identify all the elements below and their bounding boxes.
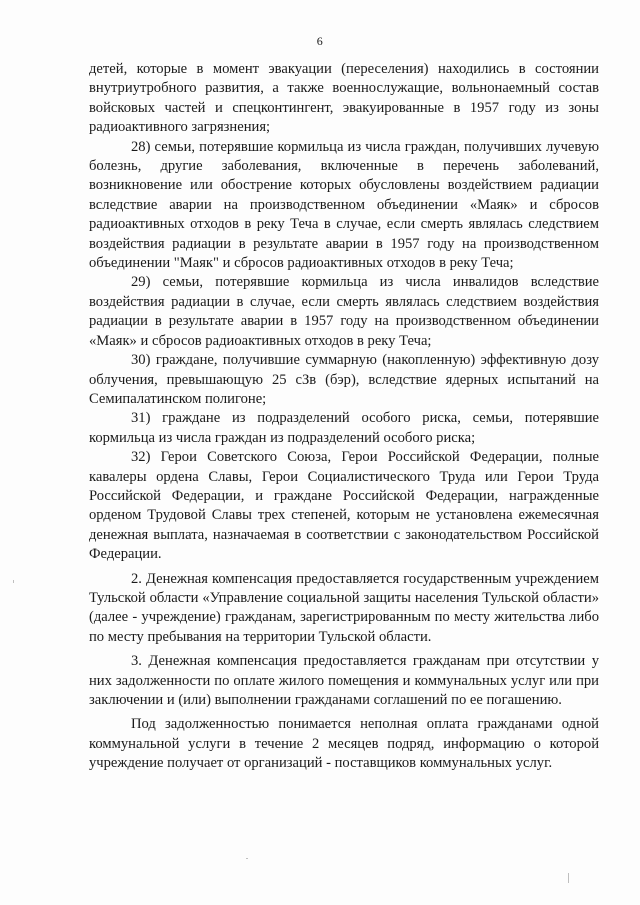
scan-artifact-left (13, 580, 14, 583)
page-number: 6 (316, 34, 324, 48)
scan-artifact-bottom (246, 858, 248, 859)
paragraph-item-28: 28) семьи, потерявшие кормильца из числа граждан, получивших лучевую болезнь, другие заболевания, включенные в перечень заболеваний, возникновение или обострение которых обусловлены воздействием радиации вследствие аварии на производственном объединении «Маяк» и сбросов радиоактивных отходов в реку Теча в случае, если смерть являлась следствием воздействия радиации в результате аварии в 1957 году на производственном объединении "Маяк" и сбросов радиоактивных отходов в реку Теча; (89, 138, 599, 272)
document-body (89, 60, 599, 774)
paragraph-continuation: детей, которые в момент эвакуации (переселения) находились в состоянии внутриутробного развития, а также военнослужащие, вольнонаемный состав войсковых частей и спецконтингент, эвакуированные в 1957 году из зоны радиоактивного загрязнения; (89, 61, 599, 136)
paragraph-item-31: 31) граждане из подразделений особого риска, семьи, потерявшие кормильца из числа граждан из подразделений особого риска; (89, 410, 599, 446)
paragraph-debt-definition: Под задолженностью понимается неполная оплата гражданами одной коммунальной услуги в течение 2 месяцев подряд, информацию о которой учреждение получает от организаций - поставщиков коммунальных услуг. (89, 716, 599, 772)
scan-artifact-right (568, 873, 569, 883)
paragraph-item-29: 29) семьи, потерявшие кормильца из числа инвалидов вследствие воздействия радиации в случае, если смерть являлась следствием воздействия радиации в результате аварии в 1957 году на производственном объединении «Маяк» и сбросов радиоактивных отходов в реку Теча; (89, 274, 599, 349)
paragraph-item-32: 32) Герои Советского Союза, Герои Российской Федерации, полные кавалеры ордена Славы, Герои Социалистического Труда или Герои Труда Российской Федерации, и граждане Российской Федерации, награжденные орденом Трудовой Славы трех степеней, которым не установлена ежемесячная денежная выплата, назначаемая в соответствии с законодательством Российской Федерации. (89, 449, 599, 563)
paragraph-section-3: 3. Денежная компенсация предоставляется гражданам при отсутствии у них задолженности по оплате жилого помещения и коммунальных услуг или при заключении и (или) выполнении гражданами соглашений по ее погашению. (89, 653, 599, 708)
paragraph-item-30: 30) граждане, получившие суммарную (накопленную) эффективную дозу облучения, превышающую 25 сЗв (бэр), вследствие ядерных испытаний на Семипалатинском полигоне; (89, 352, 599, 407)
paragraph-section-2: 2. Денежная компенсация предоставляется государственным учреждением Тульской области «Управление социальной защиты населения Тульской области» (далее - учреждение) гражданам, зарегистрированным по месту жительства либо по месту пребывания на территории Тульской области. (89, 570, 599, 645)
